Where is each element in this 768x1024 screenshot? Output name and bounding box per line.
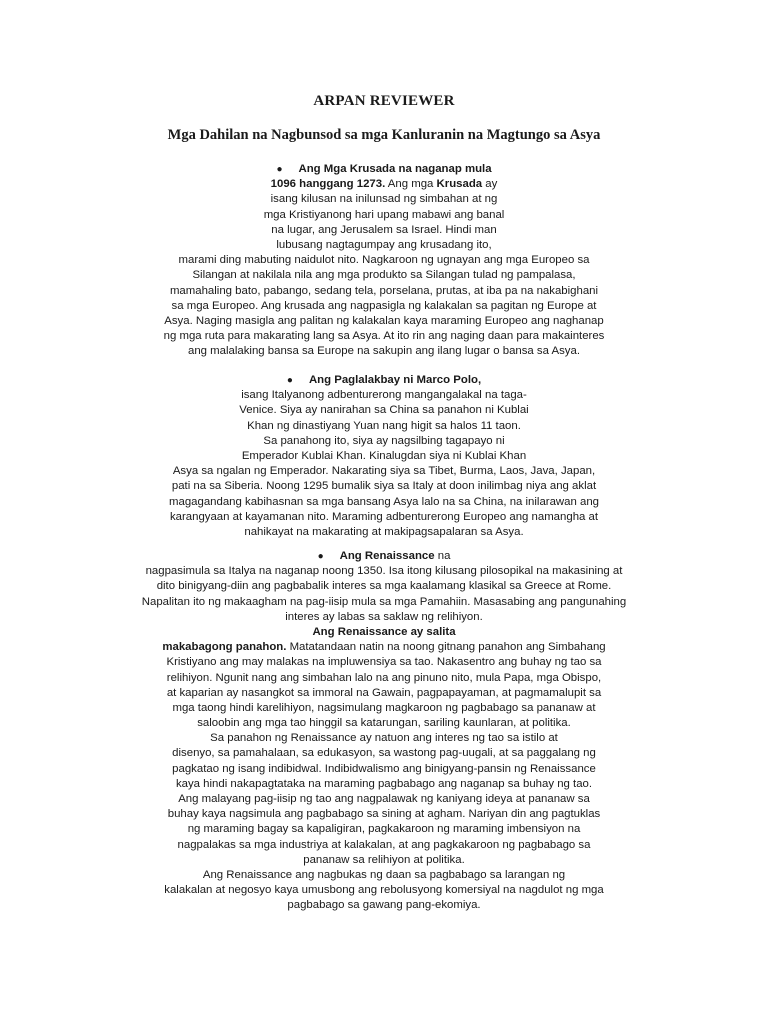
paragraph-line bbox=[80, 640, 688, 655]
paragraph-line: saloobin ang mga tao hinggil sa katarungan, sariling kaunlaran, at politika. bbox=[197, 717, 571, 730]
date-range: 1096 hanggang 1273. bbox=[270, 178, 386, 191]
paragraph-line: nahikayat na makarating at makipagsapalaran sa Asya. bbox=[244, 525, 524, 538]
section-heading-line bbox=[80, 162, 688, 177]
paragraph-line: sa mga Europeo. Ang krusada ang nagpasigla ng kalakalan sa pagitan ng Europe at bbox=[171, 299, 597, 312]
paragraph-line: relihiyon. Ngunit nang ang simbahan lalo na ang pinuno nito, mula Papa, mga Obispo, bbox=[166, 671, 602, 684]
paragraph-line: isang kilusan na inilunsad ng simbahan at ng bbox=[270, 193, 498, 206]
paragraph-line: at kaparian ay nasangkot sa immoral na Gawain, pagpapayaman, at pagmamalupit sa bbox=[166, 686, 602, 699]
paragraph-line: pagbabago sa gawang pang-ekomiya. bbox=[287, 899, 481, 912]
text-run: na bbox=[434, 550, 451, 562]
paragraph-line: marami ding mabuting naidulot nito. Nagkaroon ng ugnayan ang mga Europeo sa bbox=[178, 254, 590, 267]
paragraph-line: mga taong hindi karelihiyon, nagsimulang magkaroon ng pagbabago sa pananaw at bbox=[172, 701, 596, 714]
paragraph-line: magagandang kabihasnan sa mga bansang Asya lalo na sa China, na inilarawan ang bbox=[169, 495, 599, 508]
document-title: ARPAN REVIEWER bbox=[313, 93, 455, 109]
bullet-icon: ● bbox=[286, 375, 293, 386]
keyword: Krusada bbox=[436, 178, 483, 191]
paragraph-line: buhay kaya nagsimula ang pagbabago sa sining at agham. Nariyan din ang pagtuklas bbox=[167, 808, 601, 821]
section-heading-line bbox=[80, 373, 688, 388]
bullet-icon: ● bbox=[317, 551, 324, 562]
paragraph-line: Sa panahong ito, siya ay nagsilbing tagapayo ni bbox=[263, 434, 505, 447]
section-heading: Ang Mga Krusada na naganap mula bbox=[298, 163, 492, 175]
paragraph-line: karangyaan at kayamanan nito. Maraming adbenturerong Europeo ang namangha at bbox=[169, 510, 599, 523]
paragraph-line: Silangan at nakilala nila ang mga produkto sa Silangan tulad ng pampalasa, bbox=[192, 269, 576, 282]
bullet-icon: ● bbox=[276, 164, 283, 175]
text-run: Ang mga bbox=[385, 178, 437, 191]
paragraph-line: mga Kristiyanong hari upang mabawi ang banal bbox=[263, 208, 505, 221]
keyword: makabagong panahon. bbox=[162, 641, 287, 654]
paragraph-line: Ang Renaissance ang nagbukas ng daan sa pagbabago sa larangan ng bbox=[202, 868, 566, 881]
paragraph-line: nagpasimula sa Italya na naganap noong 1350. Isa itong kilusang pilosopikal na makasining at bbox=[145, 565, 623, 578]
paragraph-line: Napalitan ito ng makaagham na pag-iisip mula sa mga Pamahiin. Masasabing ang pangunahing bbox=[141, 595, 627, 608]
section-krusada bbox=[80, 162, 688, 359]
section-heading: Ang Paglalakbay ni Marco Polo, bbox=[308, 374, 482, 386]
paragraph-line: ng maraming bagay sa kapaligiran, pagkakaroon ng maraming imbensiyon na bbox=[187, 823, 581, 836]
paragraph-line: Asya sa ngalan ng Emperador. Nakarating siya sa Tibet, Burma, Laos, Java, Japan, bbox=[172, 465, 596, 478]
paragraph-line: disenyo, sa pamahalaan, sa edukasyon, sa wastong pag-uugali, at sa paggalang ng bbox=[172, 747, 596, 760]
paragraph-line: mamahaling bato, pabango, sedang tela, porselana, prutas, at iba pa na nakabighani bbox=[169, 284, 599, 297]
paragraph-line: lubusang nagtagumpay ang krusadang ito, bbox=[276, 238, 492, 251]
paragraph-line: Sa panahon ng Renaissance ay natuon ang interes ng tao sa istilo at bbox=[210, 732, 558, 745]
paragraph-line: kalakalan at negosyo kaya umusbong ang rebolusyong komersiyal na nagdulot ng mga bbox=[164, 884, 604, 897]
paragraph-line: interes ay labas sa saklaw ng relihiyon. bbox=[285, 610, 483, 623]
paragraph-line: Venice. Siya ay nanirahan sa China sa panahon ni Kublai bbox=[239, 404, 529, 417]
section-heading: Ang Renaissance bbox=[339, 550, 435, 562]
document-subtitle: Mga Dahilan na Nagbunsod sa mga Kanluranin na Magtungo sa Asya bbox=[167, 127, 601, 143]
paragraph-line: pati na sa Siberia. Noong 1295 bumalik siya sa Italy at doon inilimbag niya ang aklat bbox=[171, 480, 597, 493]
paragraph-line: nagpalakas sa mga industriya at kalakalan, at ang pagkakaroon ng pagbabago sa bbox=[177, 838, 591, 851]
paragraph-line: ng mga ruta para makarating lang sa Asya. At ito rin ang naging daan para makainteres bbox=[163, 330, 605, 343]
text-run: ay bbox=[482, 178, 498, 191]
paragraph-line: Khan ng dinastiyang Yuan nang higit sa halos 11 taon. bbox=[247, 419, 521, 432]
section-renaissance bbox=[80, 549, 688, 914]
paragraph-line: ang malalaking bansa sa Europe na sakupin ang ilang lugar o bansa sa Asya. bbox=[188, 345, 580, 358]
paragraph-line: pananaw sa relihiyon at politika. bbox=[303, 853, 465, 866]
paragraph-line: pagkatao ng isang indibidwal. Indibidwalismo ang binigyang-pansin ng Renaissance bbox=[172, 762, 596, 775]
paragraph-line bbox=[80, 177, 688, 192]
paragraph-line: na lugar, ang Jerusalem sa Israel. Hindi man bbox=[271, 223, 497, 236]
paragraph-line: dito binigyang-diin ang pagbabalik interes sa mga kaalamang klasikal sa Greece at Rome. bbox=[156, 580, 612, 593]
paragraph-line: isang Italyanong adbenturerong mangangalakal na taga- bbox=[241, 389, 527, 402]
section-heading-line bbox=[80, 549, 688, 564]
subheading: Ang Renaissance ay salita bbox=[312, 625, 456, 638]
paragraph-line: Asya. Naging masigla ang palitan ng kalakalan kaya maraming Europeo ang naghanap bbox=[164, 314, 604, 327]
section-marco-polo bbox=[80, 373, 688, 540]
paragraph-line: Kristiyano ang may malakas na impluwensiya sa tao. Nakasentro ang buhay ng tao sa bbox=[166, 656, 602, 669]
paragraph-line: Emperador Kublai Khan. Kinalugdan siya ni Kublai Khan bbox=[241, 449, 527, 462]
paragraph-line: Ang malayang pag-iisip ng tao ang nagpalawak ng kaniyang ideya at pananaw sa bbox=[178, 793, 590, 805]
text-run: Matatandaan natin na noong gitnang panahon ang Simbahang bbox=[286, 641, 606, 654]
paragraph-line: kaya hindi nakapagtataka na maraming pagbabago ang naganap sa buhay ng tao. bbox=[175, 777, 593, 790]
